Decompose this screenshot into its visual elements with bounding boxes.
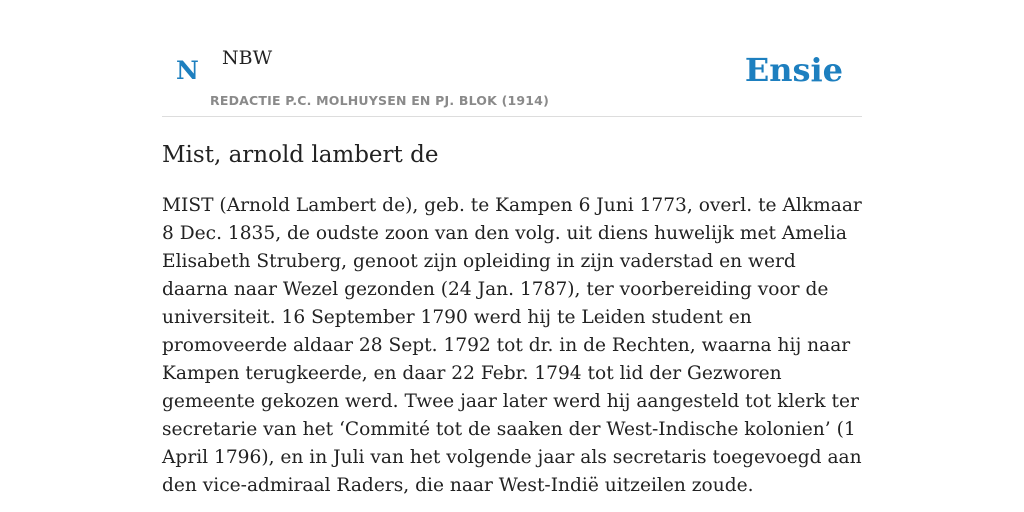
source-subtitle: REDACTIE P.C. MOLHUYSEN EN PJ. BLOK (1914) <box>210 93 549 108</box>
article-title: Mist, arnold lambert de <box>162 142 439 168</box>
brand-logo[interactable]: Ensie <box>744 51 843 89</box>
source-logo[interactable]: N <box>176 56 199 85</box>
article-body: MIST (Arnold Lambert de), geb. te Kampen 6 Juni 1773, overl. te Alkmaar 8 Dec. 1835, de oudste zoon van den volg. uit diens huwelijk met Amelia Elisabeth Struberg, genoot zijn opleiding in zijn vaderstad en werd daarna naar Wezel gezonden (24 Jan. 1787), ter voorbereiding voor de universiteit. 16 September 1790 werd hij te Leiden student en promoveerde aldaar 28 Sept. 1792 tot dr. in de Rechten, waarna hij naar Kampen terugkeerde, en daar 22 Febr. 1794 tot lid der Gezworen gemeente gekozen werd. Twee jaar later werd hij aangesteld tot klerk ter secretarie van het ‘Commité tot de saaken der West-Indische kolonien’ (1 April 1796), en in Juli van het volgende jaar als secretaris toegevoegd aan den vice-admiraal Raders, die naar West-Indië uitzeilen zoude. <box>162 195 862 496</box>
source-header <box>162 0 862 117</box>
source-name[interactable]: NBW <box>222 47 273 69</box>
